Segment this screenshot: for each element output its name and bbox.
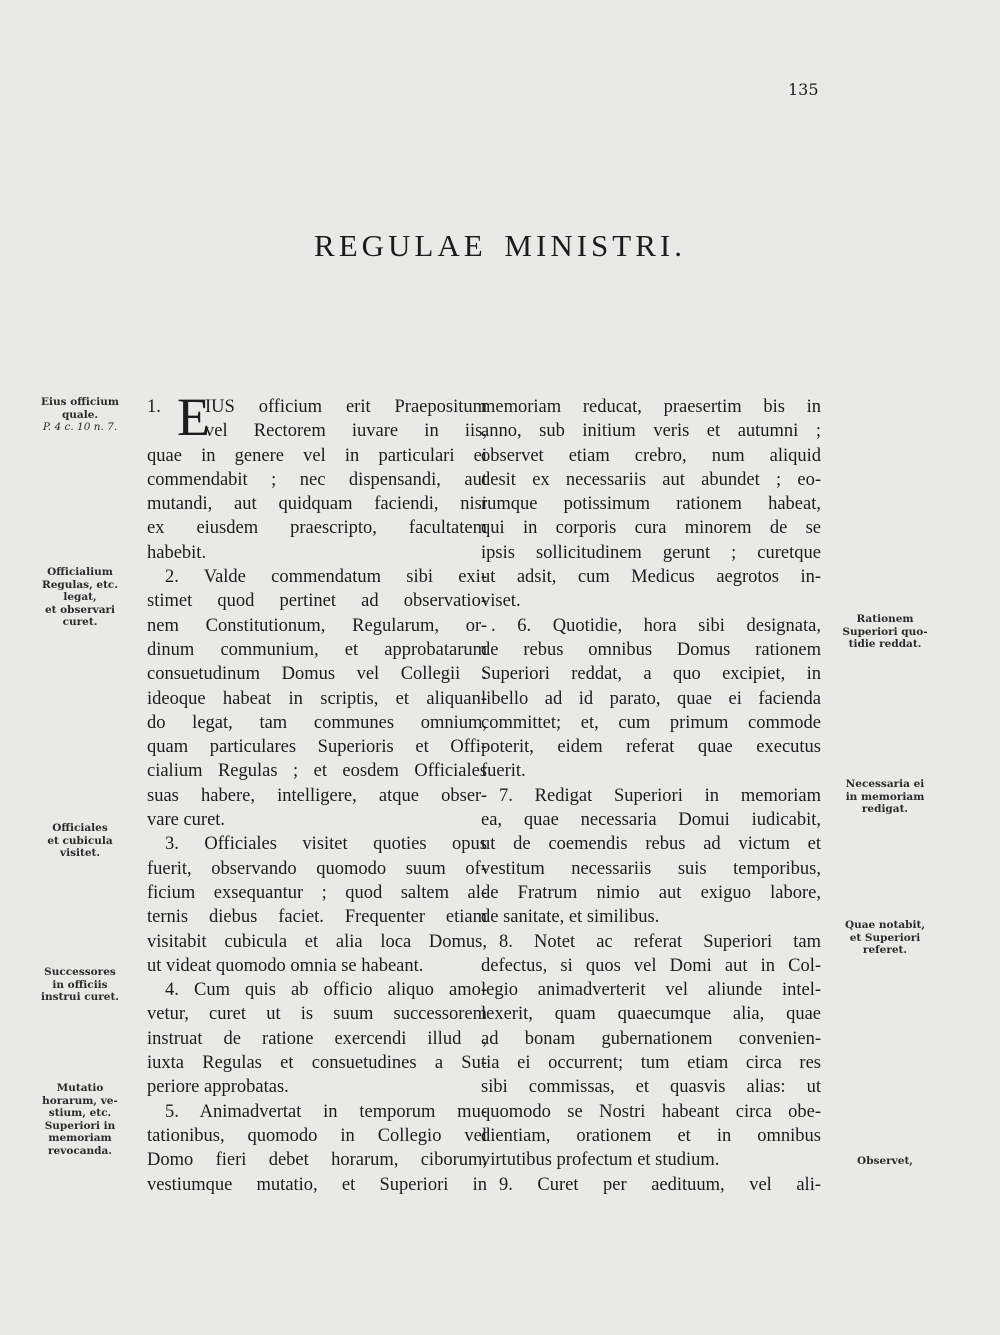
text-line: dinum communium, et approbatarum [147,639,487,660]
text-line: ficium exsequantur ; quod saltem al- [147,882,487,903]
text-line: periore approbatas. [147,1077,289,1098]
text-line: 8. Notet ac referat Superiori tam [499,931,821,952]
text-line: commendabit ; nec dispensandi, aut [147,469,487,490]
text-line: legio animadverterit vel aliunde intel- [481,980,821,1001]
reference-citation: P. 4 c. 10 n. 7. [42,421,118,433]
text-line: IUS officium erit Praepositum [205,397,487,417]
text-line: desit ex necessariis aut abundet ; eo- [481,469,821,490]
text-line: vestitum necessariis suis temporibus, [481,858,821,879]
text-line: viset. [481,591,521,612]
text-line: vestiumque mutatio, et Superiori in [147,1174,487,1195]
paragraph-3 [147,832,487,978]
text-line: instruat de ratione exercendi illud , [147,1028,487,1049]
text-line: vare curet. [147,810,226,831]
left-text-column [147,387,487,1197]
text-line: quam particulares Superioris et Offi- [147,737,487,758]
text-line: libello ad id parato, quae ei facienda [481,688,821,709]
text-line: committet; et, cum primum commode [481,712,821,733]
text-line: vel Rectorem iuvare in iis, [205,421,487,442]
margin-note-left-3: Officiales et cubicula visitet. [47,822,113,859]
text-line: tia ei occurrent; tum etiam circa res [481,1053,821,1074]
text-line: de Fratrum nimio aut exiguo labore, [481,882,821,903]
margin-note-right-1: Rationem Superiori quo- tidie reddat. [842,613,928,650]
text-line: virtutibus profectum et studium. [481,1150,720,1171]
text-line: poterit, eidem referat quae executus [481,737,821,758]
paragraph-5-continued [481,395,821,614]
text-line: 9. Curet per aedituum, vel ali- [499,1174,821,1195]
text-line: 7. Redigat Superiori in memoriam [499,785,821,806]
margin-note-left-2: Officialium Regulas, etc. legat, et observari curet. [42,566,118,628]
text-line: 2. Valde commendatum sibi exi- [165,567,487,588]
text-line: defectus, si quos vel Domi aut in Col- [481,955,821,976]
text-line: dientiam, orationem et in omnibus [481,1125,821,1146]
text-line: ea, quae necessaria Domui iudicabit, [481,810,821,831]
drop-cap: E [177,387,210,447]
text-line: vetur, curet ut is suum successorem [147,1004,487,1025]
paragraph-1 [147,387,487,565]
paragraph-6 [481,614,821,784]
text-line: ad bonam gubernationem convenien- [481,1028,821,1049]
text-line: habebit. [147,542,207,563]
text-line: Superiori reddat, a quo excipiet, in [481,664,821,685]
text-line: ipsis sollicitudinem gerunt ; curetque [481,542,821,563]
margin-note-left-5: Mutatio horarum, ve- stium, etc. Superiori in memoriam revocanda. [42,1082,118,1157]
margin-note-left-4: Successores in officiis instrui curet. [41,966,119,1003]
text-line: stimet quod pertinet ad observatio- [147,591,487,612]
text-line: tationibus, quomodo in Collegio vel [147,1125,487,1146]
text-line: 5. Animadvertat in temporum mu- [165,1101,487,1122]
paragraph-4 [147,978,487,1099]
text-line: ideoque habeat in scriptis, et aliquan- [147,688,487,709]
text-line: quae in genere vel in particulari ei [147,445,487,466]
text-line: de sanitate, et similibus. [481,907,660,928]
paragraph-7 [481,784,821,930]
text-line: fuerit. [481,761,526,782]
text-line: rumque potissimum rationem habeat, [481,494,821,515]
text-line: ut de coemendis rebus ad victum et [481,834,821,855]
text-line: iuxta Regulas et consuetudines a Su- [147,1053,487,1074]
paragraph-number: 1. [147,397,161,417]
text-line: nem Constitutionum, Regularum, or- [147,615,487,636]
text-line: . 6. Quotidie, hora sibi designata, [491,615,821,636]
text-line: mutandi, aut quidquam faciendi, nisi [147,494,487,515]
text-line: observet etiam crebro, num aliquid [481,445,821,466]
text-line: ut adsit, cum Medicus aegrotos in- [481,567,821,588]
paragraph-5 [147,1100,487,1197]
margin-note-right-3: Quae notabit, et Superiori referet. [844,919,926,956]
paragraph-9 [481,1173,821,1197]
text-line: de rebus omnibus Domus rationem [481,639,821,660]
margin-note-right-4: Observet, [857,1155,913,1167]
paragraph-2 [147,565,487,832]
right-text-column [481,395,821,1197]
page-number: 135 [788,80,819,99]
text-line: 4. Cum quis ab officio aliquo amo- [165,980,487,1001]
text-line: quomodo se Nostri habeant circa obe- [481,1101,821,1122]
text-line: qui in corporis cura minorem de se [481,518,821,539]
text-line: visitabit cubicula et alia loca Domus, [147,931,487,952]
text-line: anno, sub initium veris et autumni ; [481,421,821,442]
paragraph-8 [481,930,821,1173]
margin-note-left-1: Eius officium quale. P. 4 c. 10 n. 7. [30,396,130,434]
page-title: REGULAE MINISTRI. [314,228,686,263]
text-line: 3. Officiales visitet quoties opus [165,834,487,855]
text-line: ex eiusdem praescripto, facultatem [147,518,487,539]
text-line: sibi commissas, et quasvis alias: ut [481,1077,821,1098]
text-line: consuetudinum Domus vel Collegii : [147,664,487,685]
text-line: fuerit, observando quomodo suum of- [147,858,487,879]
text-line: ternis diebus faciet. Frequenter etiam [147,907,487,928]
text-line: cialium Regulas ; et eosdem Officiales [147,761,487,782]
text-line: do legat, tam communes omnium, [147,712,487,733]
text-line: memoriam reducat, praesertim bis in [481,397,821,417]
text-line: suas habere, intelligere, atque obser- [147,785,487,806]
margin-note-right-2: Necessaria ei in memoriam redigat. [845,778,925,815]
text-line: Domo fieri debet horarum, ciborum, [147,1150,487,1171]
text-line: lexerit, quam quaecumque alia, quae [481,1004,821,1025]
text-line: ut videat quomodo omnia se habeant. [147,955,424,976]
